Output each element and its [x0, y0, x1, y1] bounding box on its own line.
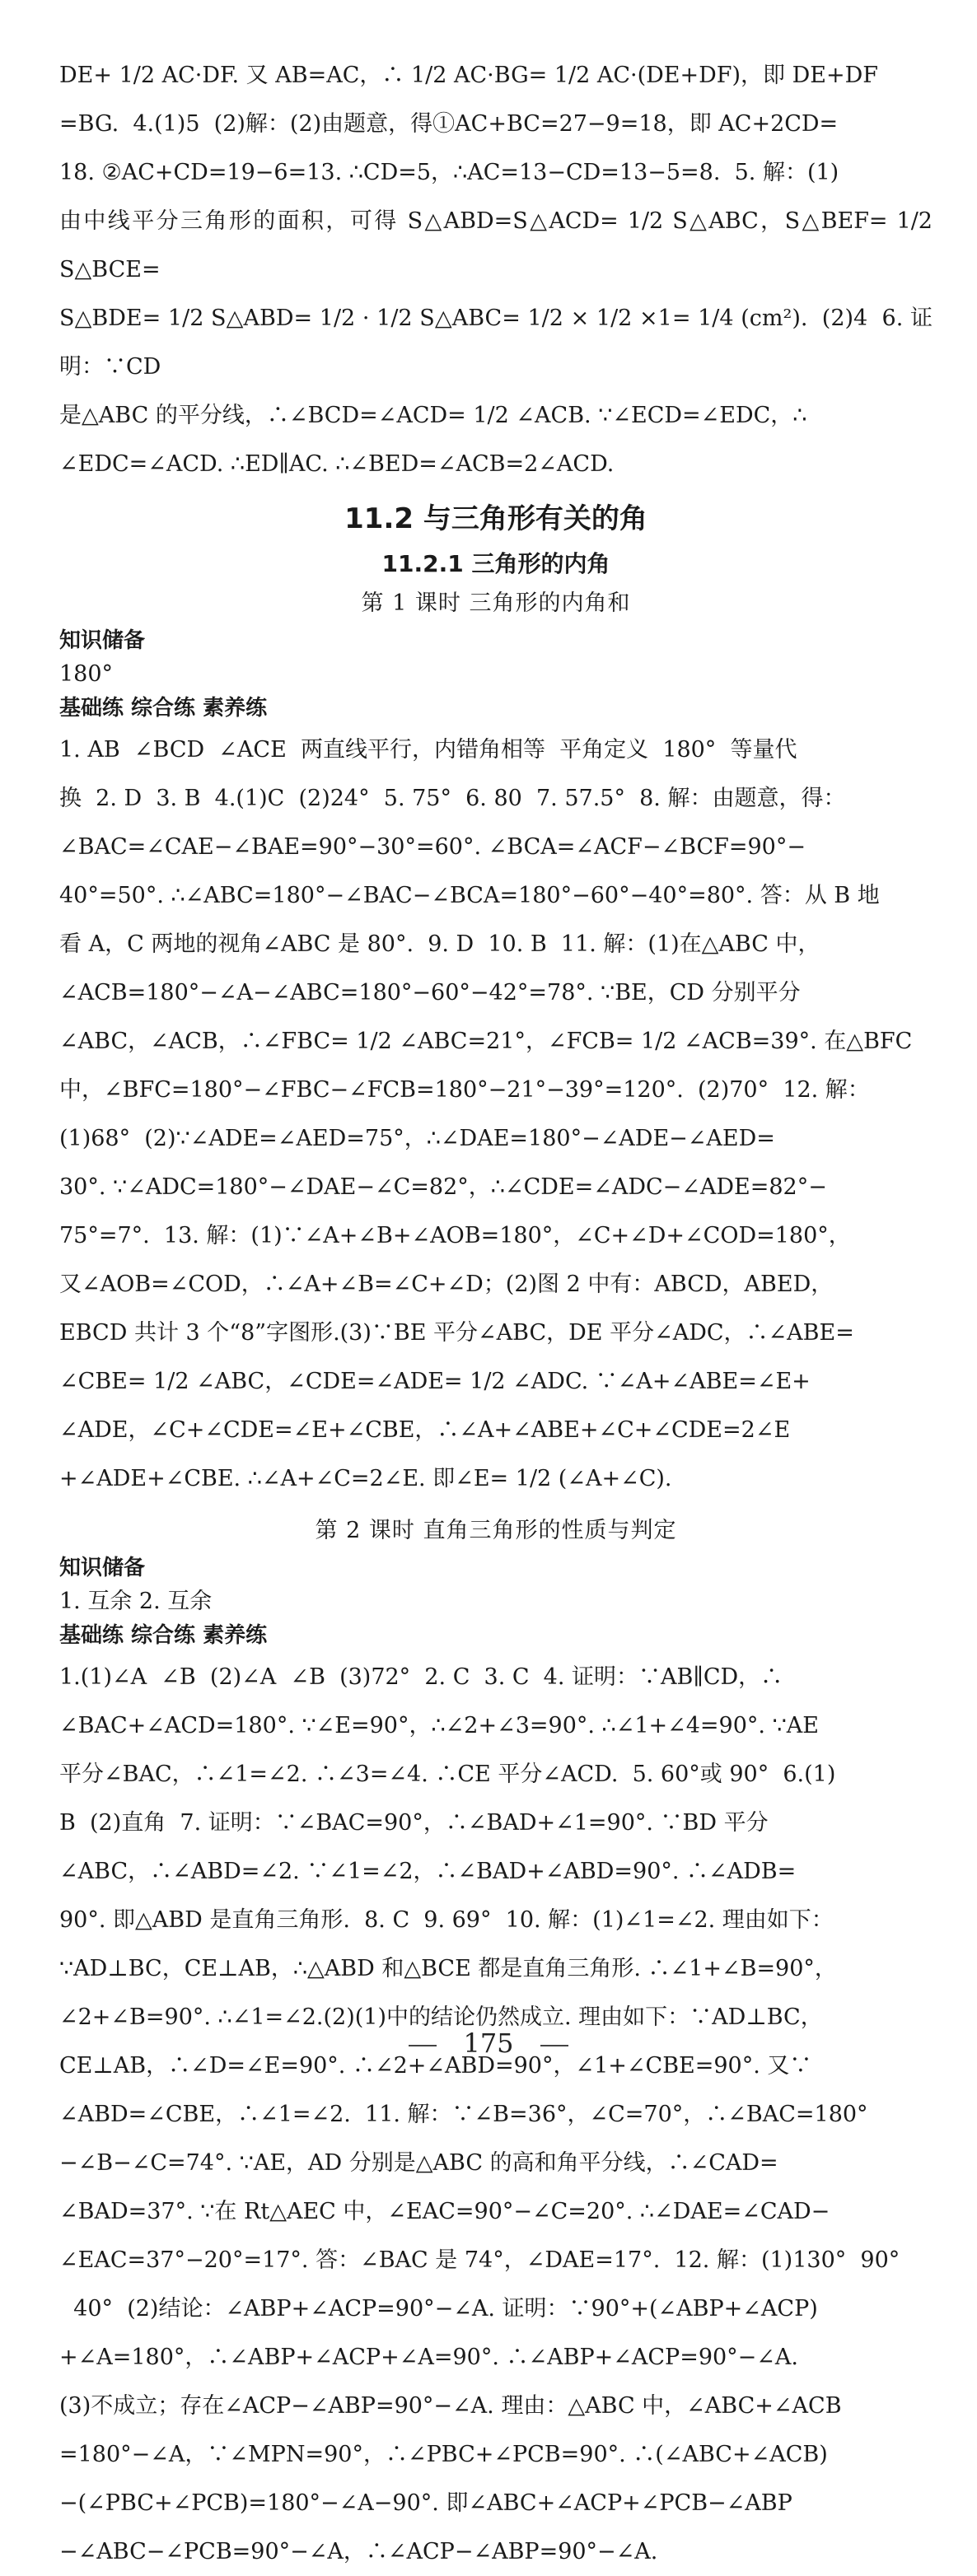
text-line: 又∠AOB=∠COD，∴∠A+∠B=∠C+∠D；(2)图 2 中有：ABCD，ABED，: [59, 1272, 834, 1297]
lesson-2-knowledge-label: 知识储备: [59, 1556, 146, 1580]
text-line: 40° (2)结论：∠ABP+∠ACP=90°−∠A. 证明：∵90°+(∠ABP+∠ACP): [59, 2296, 818, 2322]
text-line: −(∠PBC+∠PCB)=180°−∠A−90°. 即∠ABC+∠ACP+∠PCB−∠ABP: [59, 2490, 792, 2516]
text-line: 中，∠BFC=180°−∠FBC−∠FCB=180°−21°−39°=120°. (2)70° 12. 解：: [59, 1077, 870, 1103]
text-line: CE⊥AB，∴∠D=∠E=90°. ∴∠2+∠ABD=90°，∠1+∠CBE=90°. 又∵: [59, 2053, 812, 2079]
text-line: ∠CBE= 1/2 ∠ABC，∠CDE=∠ADE= 1/2 ∠ADC. ∵∠A+∠ABE=∠E+: [59, 1369, 811, 1394]
footer-dash-right: [540, 2045, 568, 2046]
text-line: S△BDE= 1/2 S△ABD= 1/2 · 1/2 S△ABC= 1/2 × 1/2 ×1= 1/4 (cm²). (2)4 6. 证明：∵CD: [59, 306, 933, 380]
text-line: 30°. ∵∠ADC=180°−∠DAE−∠C=82°，∴∠CDE=∠ADC−∠ADE=82°−: [59, 1174, 827, 1200]
text-line: 40°=50°. ∴∠ABC=180°−∠BAC−∠BCA=180°−60°−40°=80°. 答：从 B 地: [59, 883, 880, 908]
text-line: ∵AD⊥BC，CE⊥AB，∴△ABD 和△BCE 都是直角三角形. ∴∠1+∠B=90°，: [59, 1956, 837, 1981]
lesson-2-title: 第 2 课时 直角三角形的性质与判定: [315, 1518, 677, 1543]
section-title: 11.2 与三角形有关的角: [344, 502, 647, 535]
text-line: ∠ABC，∴∠ABD=∠2. ∵∠1=∠2，∴∠BAD+∠ABD=90°. ∴∠ADB=: [59, 1859, 797, 1884]
lesson-1-practice-label: 基础练 综合练 素养练: [59, 696, 268, 721]
text-line: 90°. 即△ABD 是直角三角形. 8. C 9. 69° 10. 解：(1)∠1=∠2. 理由如下：: [59, 1907, 834, 1933]
answer-page: [59, 51, 940, 2576]
text-line: 是△ABC 的平分线，∴∠BCD=∠ACD= 1/2 ∠ACB. ∵∠ECD=∠EDC，∴: [59, 403, 807, 428]
page-footer: [0, 2028, 977, 2059]
text-line: 由中线平分三角形的面积，可得 S△ABD=S△ACD= 1/2 S△ABC，S△BEF= 1/2 S△BCE=: [59, 208, 940, 282]
lesson-2-knowledge-answer: 1. 互余 2. 互余: [59, 1589, 213, 1614]
subsection-title: 11.2.1 三角形的内角: [381, 550, 610, 577]
text-line: ∠EDC=∠ACD. ∴ED∥AC. ∴∠BED=∠ACB=2∠ACD.: [59, 451, 615, 477]
text-line: +∠ADE+∠CBE. ∴∠A+∠C=2∠E. 即∠E= 1/2 (∠A+∠C).: [59, 1466, 672, 1491]
text-line: 平分∠BAC，∴∠1=∠2. ∴∠3=∠4. ∴CE 平分∠ACD. 5. 60°或 90° 6.(1): [59, 1762, 836, 1787]
text-line: B (2)直角 7. 证明：∵∠BAC=90°，∴∠BAD+∠1=90°. ∵BD 平分: [59, 1810, 769, 1836]
lesson-1-knowledge-label: 知识储备: [59, 628, 146, 653]
text-line: ∠BAC=∠CAE−∠BAE=90°−30°=60°. ∠BCA=∠ACF−∠BCF=90°−: [59, 834, 806, 860]
text-line: ∠ACB=180°−∠A−∠ABC=180°−60°−42°=78°. ∵BE，CD 分别平分: [59, 980, 801, 1006]
text-line: DE+ 1/2 AC·DF. 又 AB=AC，∴ 1/2 AC·BG= 1/2 AC·(DE+DF)，即 DE+DF: [59, 63, 879, 88]
text-line: 1. AB ∠BCD ∠ACE 两直线平行，内错角相等 平角定义 180° 等量代: [59, 737, 797, 763]
text-line: 看 A，C 两地的视角∠ABC 是 80°. 9. D 10. B 11. 解：(1)在△ABC 中，: [59, 931, 820, 957]
text-line: (1)68° (2)∵∠ADE=∠AED=75°，∴∠DAE=180°−∠ADE−∠AED=: [59, 1126, 775, 1151]
text-line: =BG. 4.(1)5 (2)解：(2)由题意，得①AC+BC=27−9=18，即 AC+2CD=: [59, 111, 839, 137]
text-line: =180°−∠A，∵∠MPN=90°，∴∠PBC+∠PCB=90°. ∴(∠ABC+∠ACB): [59, 2442, 828, 2467]
text-line: ∠ABD=∠CBE，∴∠1=∠2. 11. 解：∵∠B=36°，∠C=70°，∴∠BAC=180°: [59, 2102, 868, 2127]
text-line: EBCD 共计 3 个“8”字图形.(3)∵BE 平分∠ABC，DE 平分∠ADC，∴∠ABE=: [59, 1320, 854, 1346]
text-line: ∠BAC+∠ACD=180°. ∵∠E=90°，∴∠2+∠3=90°. ∴∠1+∠4=90°. ∵AE: [59, 1713, 819, 1738]
footer-dash-left: [409, 2045, 437, 2046]
text-line: 换 2. D 3. B 4.(1)C (2)24° 5. 75° 6. 80 7. 57.5° 8. 解：由题意，得：: [59, 786, 846, 811]
text-line: +∠A=180°，∴∠ABP+∠ACP+∠A=90°. ∴∠ABP+∠ACP=90°−∠A.: [59, 2345, 798, 2370]
text-line: ∠EAC=37°−20°=17°. 答：∠BAC 是 74°，∠DAE=17°. 12. 解：(1)130° 90°: [59, 2247, 900, 2273]
top-answer-block: [59, 51, 940, 488]
lesson-2-practice-label: 基础练 综合练 素养练: [59, 1623, 268, 1648]
lesson-1-answers: [59, 726, 933, 1503]
text-line: ∠ADE，∠C+∠CDE=∠E+∠CBE，∴∠A+∠ABE+∠C+∠CDE=2∠E: [59, 1417, 791, 1443]
text-line: ∠BAD=37°. ∵在 Rt△AEC 中，∠EAC=90°−∠C=20°. ∴∠DAE=∠CAD−: [59, 2199, 830, 2224]
text-line: 18. ②AC+CD=19−6=13. ∴CD=5，∴AC=13−CD=13−5=8. 5. 解：(1): [59, 160, 839, 185]
text-line: 1.(1)∠A ∠B (2)∠A ∠B (3)72° 2. C 3. C 4. 证明：∵AB∥CD，∴: [59, 1664, 783, 1690]
text-line: −∠B−∠C=74°. ∵AE，AD 分别是△ABC 的高和角平分线，∴∠CAD=: [59, 2150, 778, 2176]
text-line: −∠ABC−∠PCB=90°−∠A，∴∠ACP−∠ABP=90°−∠A.: [59, 2539, 658, 2564]
lesson-1-knowledge-answer: 180°: [59, 661, 114, 687]
text-line: 75°=7°. 13. 解：(1)∵∠A+∠B+∠AOB=180°，∠C+∠D+∠COD=180°，: [59, 1223, 851, 1248]
text-line: ∠2+∠B=90°. ∴∠1=∠2.(2)(1)中的结论仍然成立. 理由如下：∵AD⊥BC，: [59, 2004, 823, 2030]
lesson-1-title: 第 1 课时 三角形的内角和: [361, 590, 631, 616]
page-number: 175: [463, 2028, 514, 2059]
text-line: (3)不成立；存在∠ACP−∠ABP=90°−∠A. 理由：△ABC 中，∠ABC+∠ACB: [59, 2393, 842, 2419]
text-line: ∠ABC，∠ACB，∴∠FBC= 1/2 ∠ABC=21°，∠FCB= 1/2 ∠ACB=39°. 在△BFC: [59, 1029, 913, 1054]
